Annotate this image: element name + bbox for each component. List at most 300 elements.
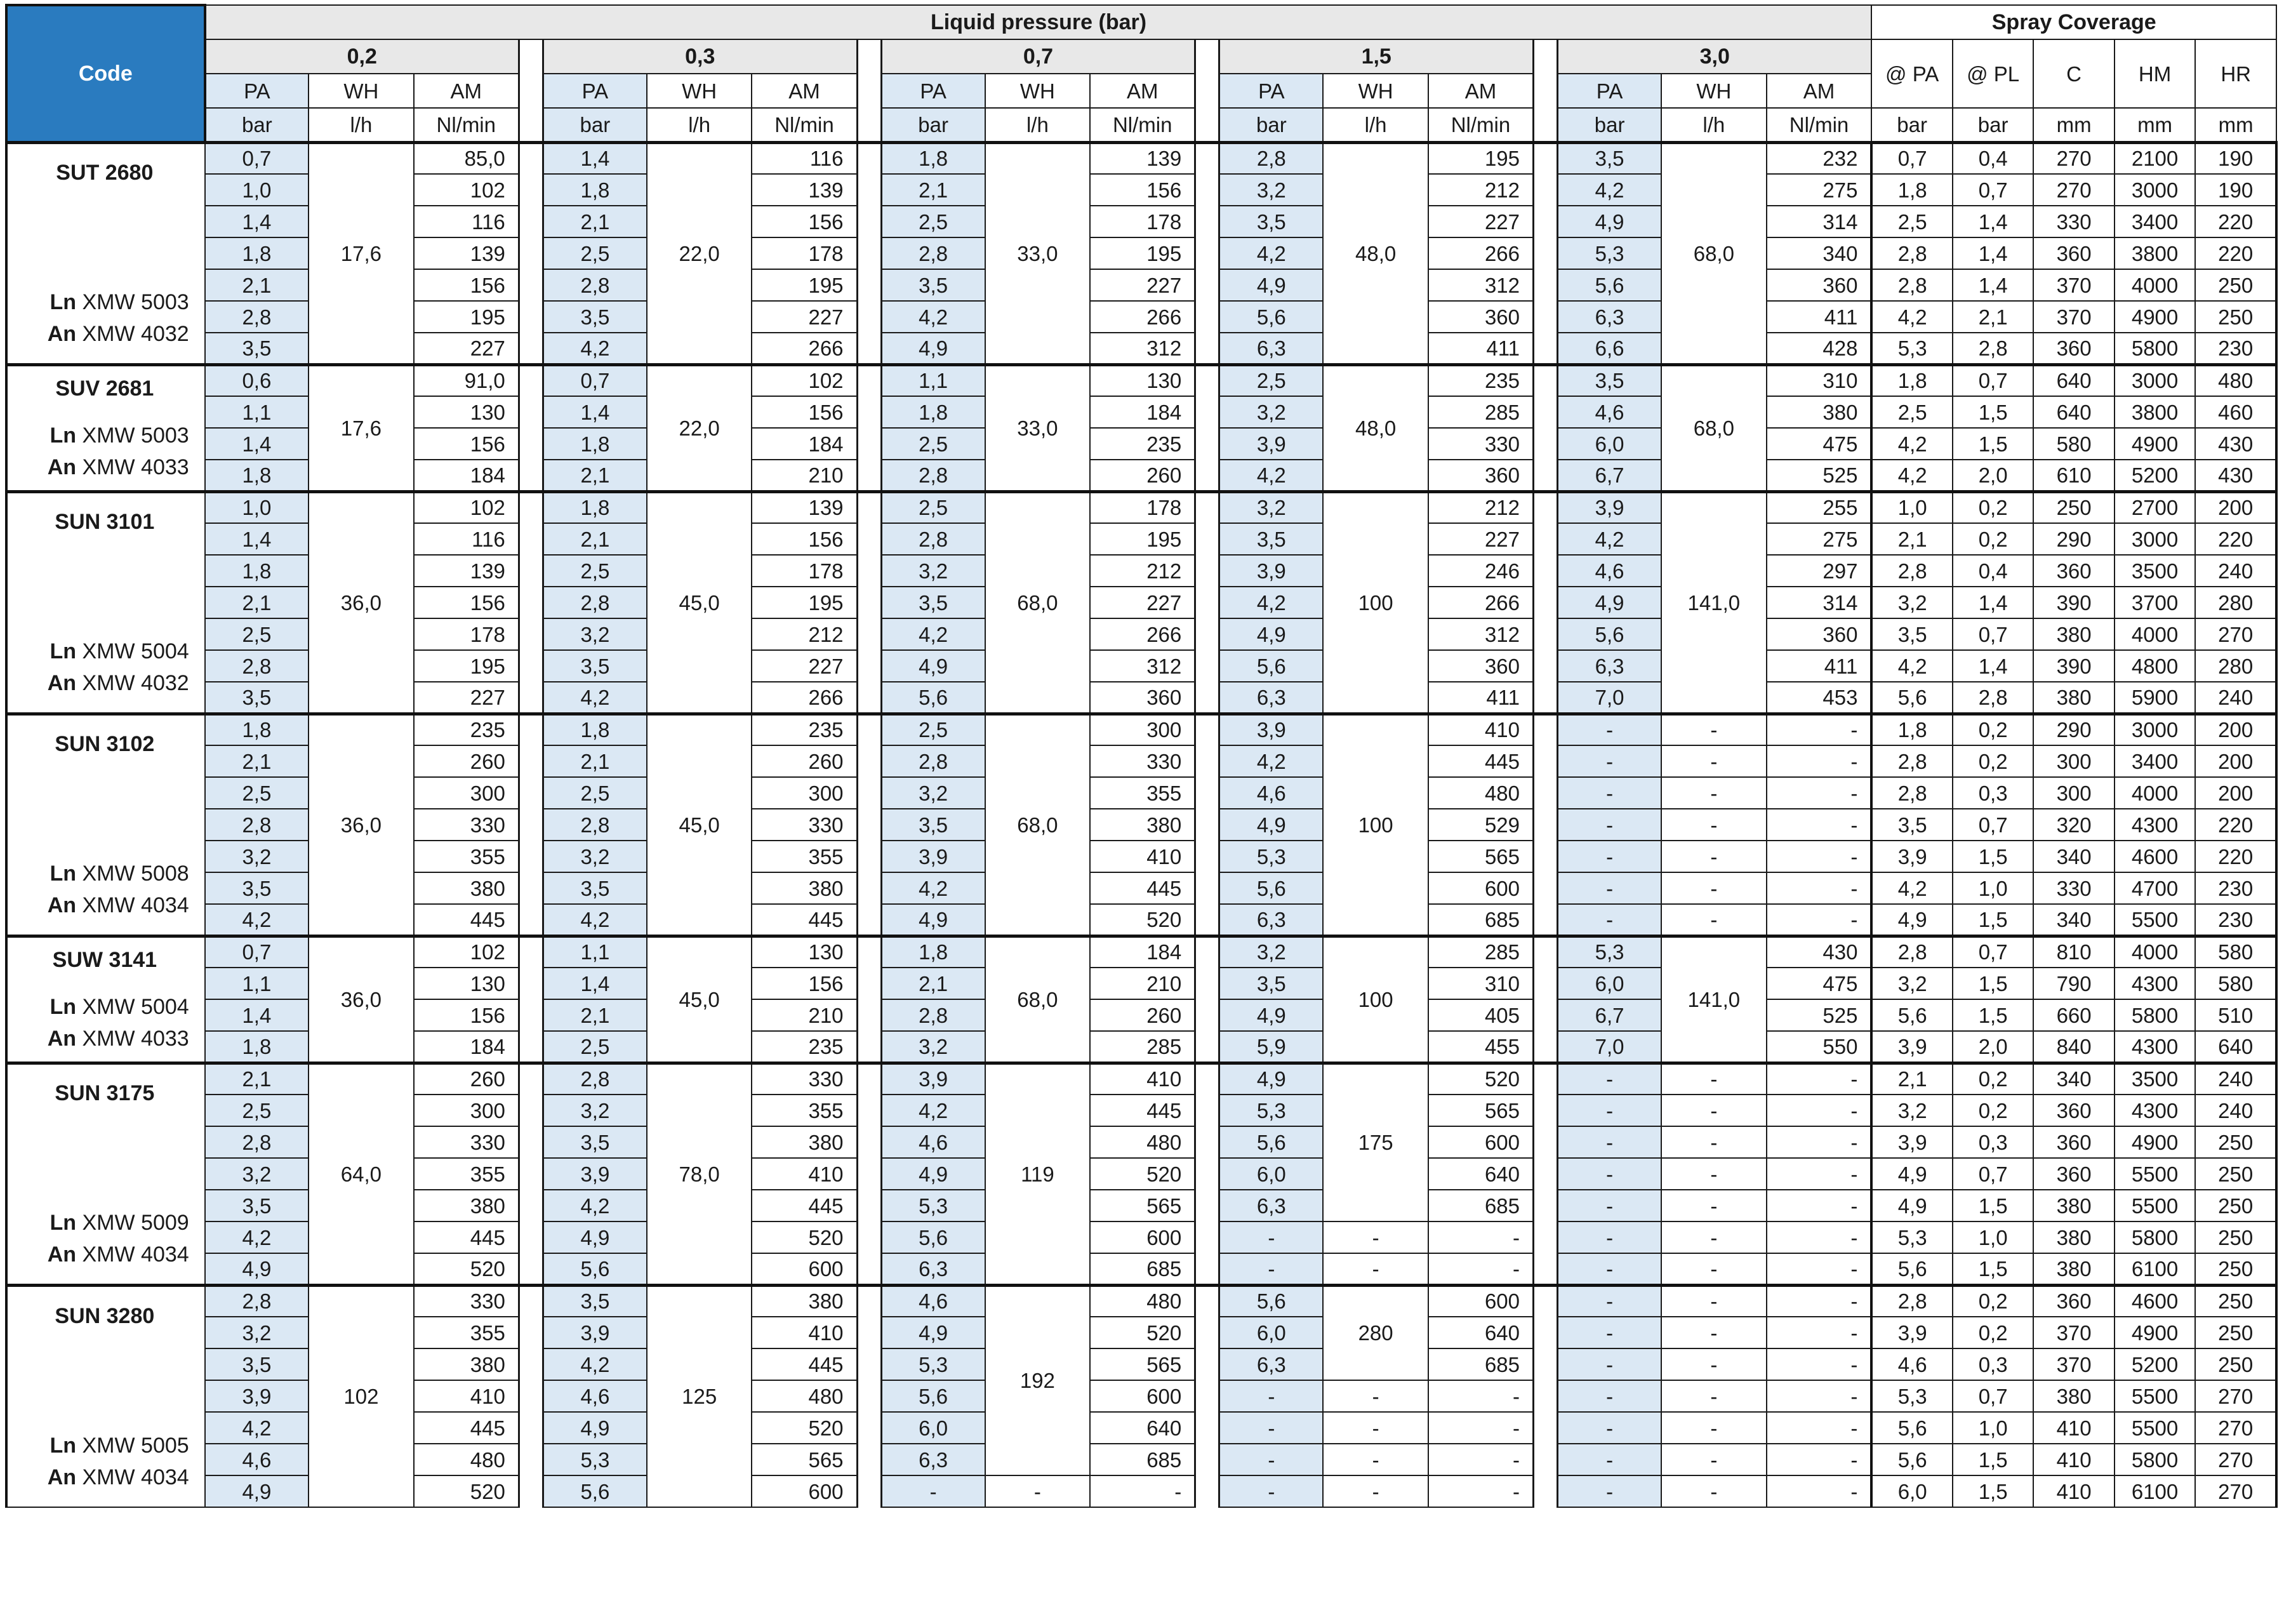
column-gap	[519, 39, 543, 142]
coverage-cell: 250	[2033, 491, 2114, 523]
coverage-cell: 2,8	[1871, 237, 1952, 269]
spacer	[8, 1327, 189, 1435]
column-gap	[857, 460, 881, 491]
column-gap	[1195, 1031, 1219, 1063]
pa-cell: 1,0	[205, 174, 309, 206]
pa-cell: 3,5	[1219, 206, 1323, 237]
pa-cell: 4,2	[543, 1190, 646, 1221]
sub-col-header: AM	[1090, 74, 1195, 108]
coverage-cell: 2,1	[1871, 523, 1952, 555]
am-cell: 445	[414, 904, 519, 936]
unit-header: Nl/min	[1090, 108, 1195, 142]
column-gap	[519, 269, 543, 301]
model-code-cell	[6, 1063, 205, 1285]
coverage-cell: 0,7	[1953, 618, 2033, 650]
pa-cell: -	[1558, 1444, 1661, 1475]
am-cell: 246	[1428, 555, 1534, 587]
coverage-cell: 1,4	[1953, 237, 2033, 269]
column-gap	[519, 587, 543, 618]
am-cell: 300	[414, 777, 519, 809]
am-cell: 178	[414, 618, 519, 650]
column-gap	[519, 1095, 543, 1126]
coverage-cell: 250	[2195, 1253, 2276, 1285]
coverage-cell: 200	[2195, 745, 2276, 777]
coverage-cell: 6100	[2115, 1475, 2195, 1507]
am-cell: 445	[1090, 872, 1195, 904]
pa-cell: 4,9	[881, 650, 985, 682]
coverage-cell: 250	[2195, 1348, 2276, 1380]
column-gap	[519, 396, 543, 428]
column-gap	[519, 777, 543, 809]
am-cell: 685	[1428, 904, 1534, 936]
pa-cell: -	[1558, 1095, 1661, 1126]
am-cell: 235	[1090, 428, 1195, 460]
pa-cell: 4,9	[1219, 618, 1323, 650]
am-cell: 312	[1428, 618, 1534, 650]
pa-cell: 4,2	[1219, 587, 1323, 618]
am-cell: 275	[1767, 174, 1872, 206]
coverage-unit-header: mm	[2115, 108, 2195, 142]
am-cell: 310	[1767, 364, 1872, 396]
am-cell: -	[1767, 1158, 1872, 1190]
wh-cell: 125	[647, 1285, 752, 1507]
wh-cell: -	[1661, 1412, 1767, 1444]
sub-col-header: WH	[985, 74, 1091, 108]
pa-cell: 3,5	[1558, 142, 1661, 174]
ln-value: XMW 5009	[82, 1211, 189, 1235]
column-gap	[519, 872, 543, 904]
column-gap	[519, 999, 543, 1031]
column-gap	[857, 809, 881, 841]
am-cell: 184	[752, 428, 857, 460]
pa-cell: 2,1	[543, 523, 646, 555]
wh-cell: 17,6	[309, 364, 414, 491]
am-cell: 411	[1428, 682, 1534, 714]
coverage-cell: 270	[2195, 618, 2276, 650]
wh-cell: -	[1661, 904, 1767, 936]
pa-cell: -	[1558, 1475, 1661, 1507]
wh-cell: 48,0	[1323, 364, 1428, 491]
column-gap	[519, 1063, 543, 1095]
pa-cell: 4,9	[205, 1253, 309, 1285]
column-gap	[857, 968, 881, 999]
am-cell: 685	[1428, 1190, 1534, 1221]
coverage-cell: 3700	[2115, 587, 2195, 618]
pressure-header: 0,3	[543, 39, 857, 74]
am-cell: -	[1767, 1380, 1872, 1412]
coverage-cell: 360	[2033, 237, 2114, 269]
am-cell: 312	[1090, 333, 1195, 364]
coverage-cell: 1,5	[1953, 904, 2033, 936]
ln-value: XMW 5008	[82, 862, 189, 886]
coverage-cell: 510	[2195, 999, 2276, 1031]
ln-label: Ln	[50, 423, 77, 448]
pa-cell: 5,3	[1558, 936, 1661, 968]
ln-value: XMW 5004	[82, 639, 189, 663]
pa-cell: 5,6	[881, 1221, 985, 1253]
am-cell: 520	[1090, 1317, 1195, 1348]
am-cell: 410	[752, 1317, 857, 1348]
column-gap	[857, 872, 881, 904]
pa-cell: 4,2	[881, 301, 985, 333]
am-cell: 565	[1428, 1095, 1534, 1126]
spacer	[8, 399, 189, 425]
coverage-cell: 4,2	[1871, 428, 1952, 460]
pa-cell: 1,4	[543, 396, 646, 428]
coverage-cell: 1,4	[1953, 587, 2033, 618]
pa-cell: 3,5	[205, 1190, 309, 1221]
column-gap	[1195, 809, 1219, 841]
coverage-cell: 1,4	[1953, 650, 2033, 682]
am-cell: 600	[1428, 1285, 1534, 1317]
column-gap	[1534, 39, 1558, 142]
unit-header: bar	[543, 108, 646, 142]
pa-cell: 6,3	[1558, 650, 1661, 682]
am-cell: 410	[752, 1158, 857, 1190]
am-cell: 480	[752, 1380, 857, 1412]
am-cell: 178	[752, 555, 857, 587]
column-gap	[519, 714, 543, 745]
am-cell: 266	[1090, 618, 1195, 650]
coverage-cell: 270	[2195, 1412, 2276, 1444]
wh-cell: 141,0	[1661, 936, 1767, 1063]
column-gap	[1195, 301, 1219, 333]
coverage-cell: 0,2	[1953, 1285, 2033, 1317]
column-gap	[857, 682, 881, 714]
coverage-cell: 4300	[2115, 809, 2195, 841]
column-gap	[519, 1444, 543, 1475]
column-gap	[519, 364, 543, 396]
pa-cell: -	[1558, 1221, 1661, 1253]
model-code: SUN 3101	[55, 510, 155, 534]
column-gap	[857, 936, 881, 968]
column-gap	[857, 269, 881, 301]
column-gap	[1195, 682, 1219, 714]
coverage-cell: 3000	[2115, 174, 2195, 206]
wh-cell: -	[1661, 1221, 1767, 1253]
coverage-cell: 0,7	[1953, 174, 2033, 206]
wh-cell: -	[1323, 1221, 1428, 1253]
column-gap	[519, 1475, 543, 1507]
wh-cell: 68,0	[985, 936, 1091, 1063]
pa-cell: 5,6	[1219, 872, 1323, 904]
am-cell: 355	[752, 1095, 857, 1126]
pa-cell: 4,2	[881, 872, 985, 904]
sub-col-header: AM	[1428, 74, 1534, 108]
coverage-cell: 390	[2033, 587, 2114, 618]
pa-cell: 3,5	[205, 682, 309, 714]
coverage-cell: 360	[2033, 1126, 2114, 1158]
coverage-cell: 340	[2033, 1063, 2114, 1095]
coverage-cell: 340	[2033, 841, 2114, 872]
coverage-cell: 240	[2195, 555, 2276, 587]
wh-cell: -	[1661, 1380, 1767, 1412]
pa-cell: 1,4	[543, 968, 646, 999]
model-code-cell	[6, 142, 205, 364]
pa-cell: 1,0	[205, 491, 309, 523]
coverage-cell: 250	[2195, 1158, 2276, 1190]
column-gap	[1534, 523, 1558, 555]
pa-cell: 6,0	[1219, 1158, 1323, 1190]
am-cell: 330	[414, 1126, 519, 1158]
coverage-cell: 0,7	[1871, 142, 1952, 174]
column-gap	[857, 1126, 881, 1158]
am-cell: 178	[752, 237, 857, 269]
am-cell: 330	[1090, 745, 1195, 777]
am-cell: -	[1767, 904, 1872, 936]
coverage-cell: 0,2	[1953, 1095, 2033, 1126]
pa-cell: 3,9	[881, 841, 985, 872]
pa-cell: -	[1558, 1126, 1661, 1158]
coverage-cell: 1,4	[1953, 269, 2033, 301]
column-gap	[1195, 269, 1219, 301]
an-code	[8, 323, 189, 345]
am-cell: 210	[752, 460, 857, 491]
column-gap	[519, 460, 543, 491]
column-gap	[519, 523, 543, 555]
wh-cell: -	[1661, 1190, 1767, 1221]
column-gap	[1534, 301, 1558, 333]
am-cell: 314	[1767, 587, 1872, 618]
nozzle-data-table	[5, 4, 2278, 1508]
ln-code	[8, 291, 189, 313]
wh-cell: 68,0	[1661, 364, 1767, 491]
pa-cell: 2,8	[205, 301, 309, 333]
coverage-cell: 250	[2195, 1285, 2276, 1317]
coverage-cell: 3500	[2115, 555, 2195, 587]
pa-cell: -	[1219, 1444, 1323, 1475]
pa-cell: 3,2	[543, 1095, 646, 1126]
am-cell: 212	[752, 618, 857, 650]
column-gap	[1195, 1190, 1219, 1221]
wh-cell: -	[1661, 777, 1767, 809]
ln-label: Ln	[50, 1433, 77, 1458]
am-cell: 360	[1767, 618, 1872, 650]
am-cell: 210	[752, 999, 857, 1031]
column-gap	[1534, 936, 1558, 968]
am-cell: -	[1428, 1475, 1534, 1507]
pa-cell: 4,6	[1558, 396, 1661, 428]
column-gap	[1534, 1158, 1558, 1190]
coverage-cell: 4,2	[1871, 650, 1952, 682]
an-code	[8, 672, 189, 694]
column-gap	[857, 1317, 881, 1348]
pa-cell: 2,8	[543, 269, 646, 301]
column-gap	[1195, 904, 1219, 936]
coverage-cell: 2,8	[1953, 333, 2033, 364]
an-value: XMW 4033	[82, 455, 189, 479]
pa-cell: 4,2	[1558, 523, 1661, 555]
am-cell: 410	[414, 1380, 519, 1412]
model-code-cell	[6, 936, 205, 1063]
coverage-cell: 230	[2195, 904, 2276, 936]
pa-cell: 1,1	[205, 968, 309, 999]
coverage-cell: 200	[2195, 777, 2276, 809]
coverage-cell: 2700	[2115, 491, 2195, 523]
pa-cell: 1,8	[205, 714, 309, 745]
pa-cell: 1,8	[205, 1031, 309, 1063]
unit-header: bar	[1558, 108, 1661, 142]
sub-col-header: WH	[647, 74, 752, 108]
pa-cell: -	[1219, 1412, 1323, 1444]
am-cell: 355	[1090, 777, 1195, 809]
coverage-cell: 380	[2033, 1380, 2114, 1412]
ln-label: Ln	[50, 639, 77, 663]
model-code-cell	[6, 364, 205, 491]
coverage-cell: 3800	[2115, 396, 2195, 428]
pressure-header: 3,0	[1558, 39, 1872, 74]
pa-cell: 3,2	[205, 841, 309, 872]
coverage-cell: 380	[2033, 1221, 2114, 1253]
coverage-cell: 610	[2033, 460, 2114, 491]
wh-cell: 33,0	[985, 142, 1091, 364]
column-gap	[519, 745, 543, 777]
coverage-cell: 330	[2033, 872, 2114, 904]
am-cell: 565	[1090, 1190, 1195, 1221]
column-gap	[857, 777, 881, 809]
coverage-cell: 4900	[2115, 301, 2195, 333]
am-cell: 195	[1090, 237, 1195, 269]
column-gap	[1534, 1444, 1558, 1475]
pa-cell: 4,9	[1558, 206, 1661, 237]
column-gap	[519, 682, 543, 714]
model-code: SUN 3280	[55, 1303, 155, 1328]
column-gap	[857, 745, 881, 777]
am-cell: 330	[752, 809, 857, 841]
coverage-cell: 1,5	[1953, 841, 2033, 872]
am-cell: 116	[414, 206, 519, 237]
pa-cell: 4,9	[881, 904, 985, 936]
column-gap	[1195, 872, 1219, 904]
coverage-col-header: HR	[2195, 39, 2276, 108]
wh-cell: -	[1661, 1475, 1767, 1507]
coverage-cell: 2,8	[1871, 1285, 1952, 1317]
coverage-cell: 190	[2195, 174, 2276, 206]
coverage-cell: 5,6	[1871, 1444, 1952, 1475]
coverage-cell: 4900	[2115, 1126, 2195, 1158]
column-gap	[1195, 1158, 1219, 1190]
unit-header: l/h	[1661, 108, 1767, 142]
pa-cell: 4,9	[1558, 587, 1661, 618]
coverage-cell: 4300	[2115, 1095, 2195, 1126]
an-label: An	[47, 1027, 77, 1051]
pa-cell: 2,5	[881, 714, 985, 745]
column-gap	[1534, 1317, 1558, 1348]
pa-cell: 1,8	[881, 936, 985, 968]
pa-cell: 3,5	[1219, 968, 1323, 999]
pa-cell: 2,1	[205, 269, 309, 301]
coverage-cell: 250	[2195, 1190, 2276, 1221]
am-cell: -	[1767, 1221, 1872, 1253]
column-gap	[857, 396, 881, 428]
pa-cell: 2,8	[1219, 142, 1323, 174]
column-gap	[1534, 999, 1558, 1031]
am-cell: 455	[1428, 1031, 1534, 1063]
am-cell: 266	[1428, 587, 1534, 618]
coverage-cell: 2,8	[1871, 745, 1952, 777]
ln-value: XMW 5003	[82, 423, 189, 448]
am-cell: 300	[414, 1095, 519, 1126]
column-gap	[1195, 1348, 1219, 1380]
coverage-cell: 3800	[2115, 237, 2195, 269]
pa-cell: 2,5	[205, 777, 309, 809]
coverage-cell: 4,6	[1871, 1348, 1952, 1380]
am-cell: -	[1767, 745, 1872, 777]
column-gap	[1195, 174, 1219, 206]
column-gap	[857, 301, 881, 333]
column-gap	[857, 555, 881, 587]
coverage-cell: 0,2	[1953, 745, 2033, 777]
coverage-cell: 3,9	[1871, 841, 1952, 872]
am-cell: 330	[414, 1285, 519, 1317]
coverage-cell: 640	[2033, 396, 2114, 428]
column-gap	[1195, 1317, 1219, 1348]
pressure-header: 0,7	[881, 39, 1195, 74]
coverage-unit-header: bar	[1871, 108, 1952, 142]
pa-cell: 2,5	[543, 555, 646, 587]
column-gap	[519, 1348, 543, 1380]
wh-cell: 64,0	[309, 1063, 414, 1285]
wh-cell: 68,0	[1661, 142, 1767, 364]
am-cell: -	[1767, 872, 1872, 904]
am-cell: 212	[1090, 555, 1195, 587]
spacer	[8, 971, 189, 996]
am-cell: 520	[414, 1253, 519, 1285]
column-gap	[1534, 1063, 1558, 1095]
am-cell: 130	[414, 968, 519, 999]
coverage-cell: 2,8	[1871, 777, 1952, 809]
am-cell: 310	[1428, 968, 1534, 999]
coverage-cell: 5,3	[1871, 1221, 1952, 1253]
pa-cell: 3,2	[543, 618, 646, 650]
model-code-cell	[6, 714, 205, 936]
am-cell: -	[1090, 1475, 1195, 1507]
am-cell: -	[1767, 1317, 1872, 1348]
coverage-col-header: C	[2033, 39, 2114, 108]
pa-cell: 5,3	[1219, 841, 1323, 872]
pa-cell: 3,9	[1219, 555, 1323, 587]
pa-cell: 2,8	[881, 999, 985, 1031]
am-cell: 266	[1090, 301, 1195, 333]
an-code	[8, 1244, 189, 1265]
pa-cell: 6,3	[1219, 904, 1323, 936]
pa-cell: -	[881, 1475, 985, 1507]
coverage-cell: 0,2	[1953, 1063, 2033, 1095]
column-gap	[857, 1221, 881, 1253]
pa-cell: -	[1558, 1317, 1661, 1348]
am-cell: 360	[1428, 650, 1534, 682]
wh-cell: 45,0	[647, 714, 752, 936]
am-cell: 139	[752, 174, 857, 206]
pa-cell: 3,5	[205, 333, 309, 364]
am-cell: 184	[1090, 396, 1195, 428]
am-cell: 275	[1767, 523, 1872, 555]
pa-cell: 4,2	[1558, 174, 1661, 206]
coverage-cell: 4600	[2115, 1285, 2195, 1317]
am-cell: 355	[752, 841, 857, 872]
pa-cell: 5,9	[1219, 1031, 1323, 1063]
coverage-cell: 270	[2033, 174, 2114, 206]
column-gap	[519, 936, 543, 968]
column-gap	[519, 1380, 543, 1412]
coverage-cell: 4,9	[1871, 904, 1952, 936]
pa-cell: 2,5	[881, 428, 985, 460]
an-value: XMW 4034	[82, 1242, 189, 1267]
column-gap	[1195, 841, 1219, 872]
pa-cell: 3,5	[205, 1348, 309, 1380]
unit-header: l/h	[647, 108, 752, 142]
am-cell: 550	[1767, 1031, 1872, 1063]
